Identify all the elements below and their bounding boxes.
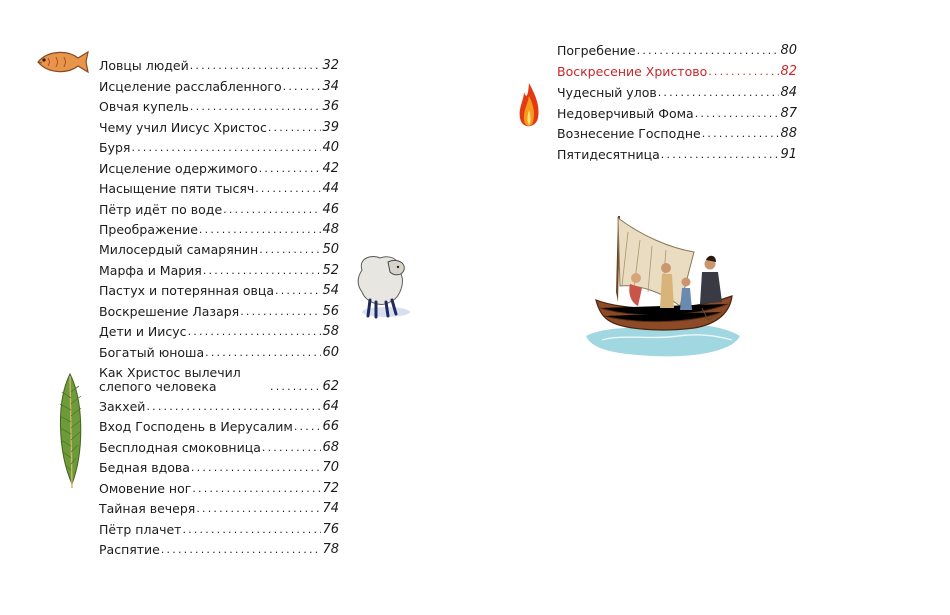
toc-entry-title: Ловцы людей: [99, 58, 189, 74]
toc-entry[interactable]: [557, 37, 797, 58]
toc-entry[interactable]: [99, 298, 339, 318]
toc-entry-title: Вход Господень в Иерусалим: [99, 419, 293, 435]
toc-entry-page: 78: [322, 542, 339, 558]
toc-entry-page: 42: [322, 160, 339, 176]
toc-entry[interactable]: [99, 53, 339, 73]
toc-entry-page: 40: [322, 140, 339, 156]
toc-entry-page: 68: [322, 439, 339, 455]
toc-entry[interactable]: [99, 516, 339, 536]
fish-icon: [34, 48, 90, 76]
toc-entry-title: Пётр плачет: [99, 521, 182, 537]
toc-entry-title: Вознесение Господне: [557, 126, 701, 142]
toc-entry-title: Омовение ног: [99, 480, 192, 496]
toc-entry-title: Милосердый самарянин: [99, 242, 259, 258]
toc-entry-title: Исцеление расслабленного: [99, 78, 282, 94]
toc-entry-page: 91: [780, 147, 797, 163]
toc-entry[interactable]: [99, 176, 339, 196]
dot-leader: [259, 162, 322, 176]
toc-entry-page: 72: [322, 480, 339, 496]
toc-entry-page: 64: [322, 399, 339, 414]
toc-entry[interactable]: [99, 319, 339, 339]
toc-entry-title: Воскресение Христово: [557, 63, 708, 79]
dot-leader: [270, 380, 321, 394]
toc-entry-title: Как Христос вылечил слепого человека: [99, 364, 241, 394]
dot-leader: [203, 264, 322, 278]
dot-leader: [262, 441, 322, 455]
dot-leader: [275, 284, 321, 298]
dot-leader: [190, 100, 322, 114]
toc-entry[interactable]: [99, 496, 339, 516]
toc-entry[interactable]: [99, 196, 339, 216]
toc-entry[interactable]: [99, 135, 339, 155]
toc-entry-title: Воскрешение Лазаря: [99, 303, 240, 319]
toc-entry[interactable]: [557, 121, 797, 142]
toc-entry-title: Закхей: [99, 399, 146, 414]
toc-entry[interactable]: [99, 278, 339, 298]
toc-entry-title: Насыщение пяти тысяч: [99, 181, 255, 197]
toc-entry-page: 54: [322, 283, 339, 299]
toc-entry[interactable]: [99, 434, 339, 454]
toc-entry-title: Марфа и Мария: [99, 262, 202, 278]
toc-entry-page: 46: [322, 201, 339, 217]
toc-entry-page: 60: [322, 344, 339, 360]
toc-entry-current[interactable]: [557, 58, 797, 79]
toc-entry[interactable]: [99, 257, 339, 277]
toc-entry-page: 50: [322, 242, 339, 258]
toc-left-column: [99, 53, 339, 557]
dot-leader: [240, 305, 321, 319]
boat-illustration: [582, 212, 742, 360]
toc-entry[interactable]: [99, 537, 339, 557]
dot-leader: [637, 44, 780, 58]
toc-entry-page: 44: [322, 181, 339, 197]
toc-entry-page: 87: [780, 105, 797, 121]
leaf-icon: [54, 372, 86, 490]
toc-entry-page: 74: [322, 501, 339, 517]
toc-entry-page: 82: [780, 63, 797, 79]
toc-entry-title: Преображение: [99, 221, 198, 237]
toc-entry-title: Исцеление одержимого: [99, 160, 258, 176]
toc-entry-page: 34: [322, 78, 339, 94]
toc-entry-title: Чудесный улов: [557, 84, 657, 100]
dot-leader: [205, 346, 321, 360]
toc-entry[interactable]: [557, 79, 797, 100]
toc-entry-page: 84: [780, 84, 797, 100]
toc-entry-title: Распятие: [99, 542, 160, 558]
dot-leader: [146, 400, 321, 414]
dot-leader: [223, 203, 321, 217]
dot-leader: [294, 420, 322, 434]
toc-entry-page: 70: [322, 460, 339, 476]
dot-leader: [708, 65, 779, 79]
dot-leader: [259, 243, 321, 257]
dot-leader: [161, 543, 322, 557]
dot-leader: [661, 148, 780, 162]
dot-leader: [190, 59, 322, 73]
toc-entry[interactable]: [99, 455, 339, 475]
toc-entry-title: Тайная вечеря: [99, 501, 196, 517]
toc-entry-page: 66: [322, 419, 339, 435]
dot-leader: [182, 523, 321, 537]
toc-entry-page: 52: [322, 262, 339, 278]
toc-entry[interactable]: [99, 217, 339, 237]
sheep-icon: [352, 254, 414, 322]
toc-entry[interactable]: [99, 360, 339, 394]
dot-leader: [255, 182, 321, 196]
dot-leader: [192, 482, 321, 496]
toc-entry-title: Богатый юноша: [99, 344, 205, 360]
toc-entry[interactable]: [99, 155, 339, 175]
dot-leader: [695, 107, 780, 121]
toc-entry-title: Пятидесятница: [557, 147, 660, 163]
toc-entry[interactable]: [557, 100, 797, 121]
toc-entry-title: Овчая купель: [99, 99, 189, 115]
toc-entry[interactable]: [99, 394, 339, 414]
toc-entry-title: Погребение: [557, 42, 636, 58]
toc-entry-page: 62: [322, 378, 339, 394]
toc-entry-page: 88: [780, 126, 797, 142]
dot-leader: [283, 80, 322, 94]
toc-entry-page: 48: [322, 221, 339, 237]
dot-leader: [196, 502, 321, 516]
toc-entry-title: Недоверчивый Фома: [557, 105, 694, 121]
flame-icon: [518, 82, 540, 132]
toc-entry-page: 32: [322, 58, 339, 74]
toc-entry-page: 58: [322, 324, 339, 340]
toc-entry-title: Бедная вдова: [99, 460, 190, 476]
toc-entry-page: 80: [780, 42, 797, 58]
toc-right-column: [557, 37, 797, 162]
toc-entry-page: 39: [322, 119, 339, 135]
toc-entry-title: Дети и Иисус: [99, 324, 187, 340]
toc-entry[interactable]: [557, 141, 797, 162]
dot-leader: [131, 141, 321, 155]
dot-leader: [268, 121, 322, 135]
dot-leader: [702, 127, 780, 141]
toc-entry[interactable]: [99, 73, 339, 93]
toc-entry-title: Бесплодная смоковница: [99, 439, 261, 455]
toc-entry[interactable]: [99, 114, 339, 134]
toc-entry-page: 76: [322, 521, 339, 537]
toc-entry-title: Буря: [99, 140, 131, 156]
toc-entry[interactable]: [99, 237, 339, 257]
toc-entry[interactable]: [99, 414, 339, 434]
toc-entry[interactable]: [99, 475, 339, 495]
toc-entry-page: 56: [322, 303, 339, 319]
dot-leader: [191, 461, 322, 475]
toc-entry-title: Чему учил Иисус Христос: [99, 119, 267, 135]
dot-leader: [188, 325, 322, 339]
toc-entry[interactable]: [99, 94, 339, 114]
toc-entry-title: Пастух и потерянная овца: [99, 283, 275, 299]
toc-entry-title: Пётр идёт по воде: [99, 201, 223, 217]
dot-leader: [199, 223, 322, 237]
dot-leader: [658, 86, 780, 100]
toc-entry-page: 36: [322, 99, 339, 115]
toc-entry[interactable]: [99, 339, 339, 359]
